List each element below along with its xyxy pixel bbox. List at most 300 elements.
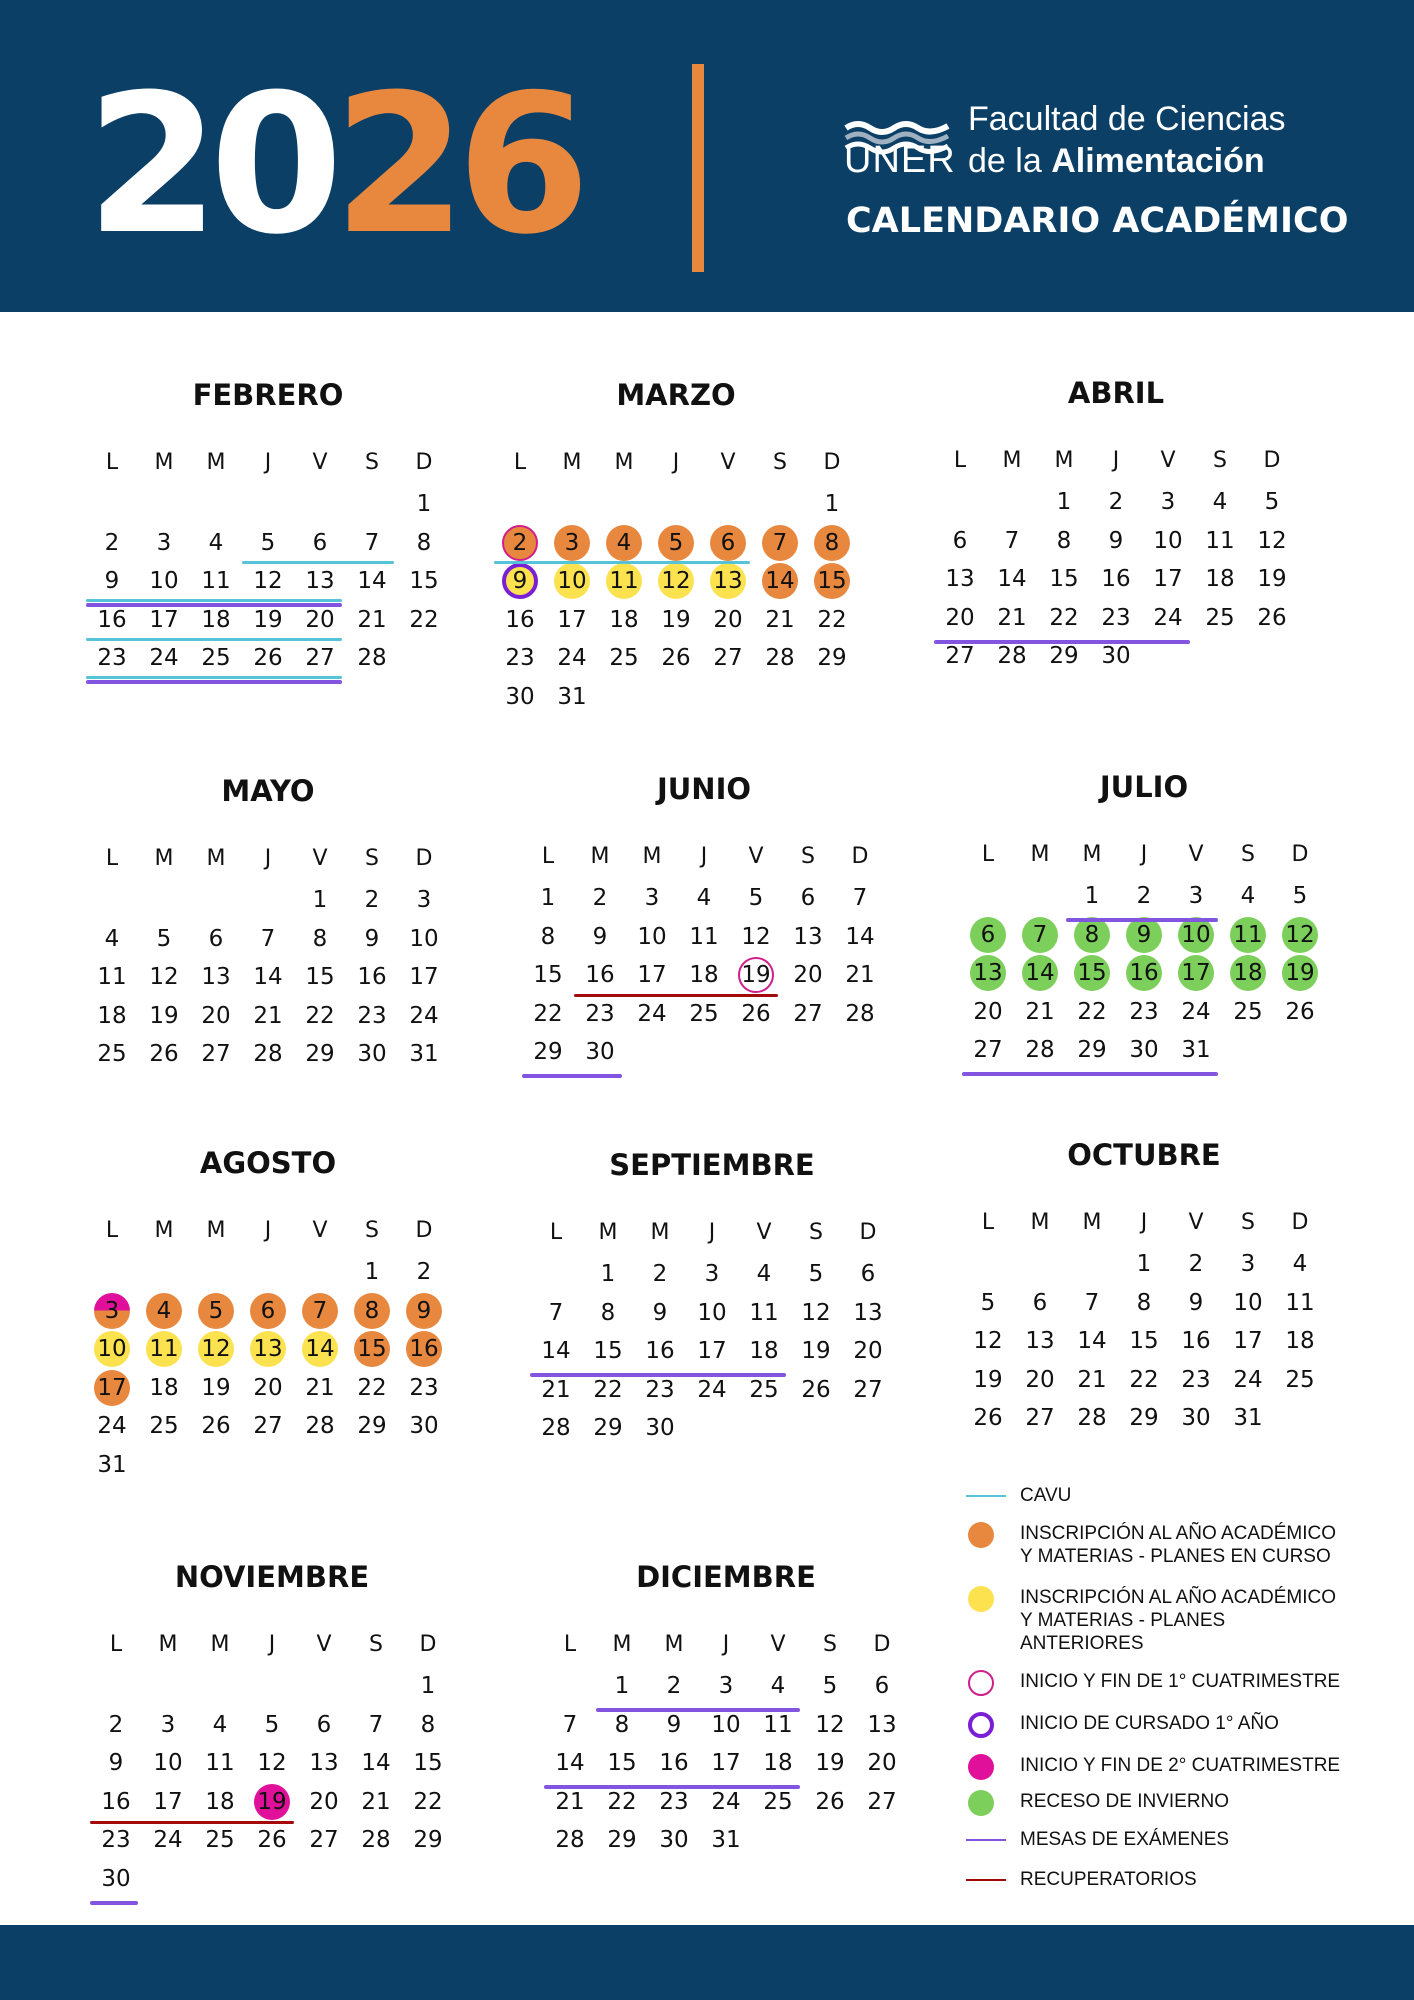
- day-cell: 28: [541, 1415, 571, 1442]
- weekday-header: M: [598, 1220, 618, 1245]
- day-cell: 4: [770, 1673, 786, 1699]
- day-cell: 22: [1077, 998, 1107, 1025]
- weekday-header: S: [365, 1218, 379, 1243]
- day-cell: 5: [658, 525, 694, 561]
- day-cell: 24: [1233, 1366, 1263, 1393]
- legend-label: INICIO Y FIN DE 2° CUATRIMESTRE: [1020, 1755, 1341, 1776]
- weekday-header: V: [756, 1220, 772, 1245]
- day-cell: 24: [1153, 604, 1183, 631]
- weekday-header: J: [268, 1632, 276, 1657]
- weekday-header: J: [264, 846, 272, 871]
- day-cell: 9: [592, 923, 608, 950]
- cavu-underline: [494, 561, 750, 564]
- day-cell: 10: [1178, 917, 1214, 953]
- day-cell: 20: [853, 1338, 883, 1365]
- day-cell: 19: [973, 1366, 1003, 1393]
- day-cell: 12: [1282, 917, 1318, 953]
- day-cell: 29: [1049, 643, 1079, 670]
- weekday-header: V: [1188, 842, 1204, 867]
- day-cell: 16: [97, 606, 127, 633]
- day-cell: 18: [763, 1750, 793, 1777]
- weekday-header: D: [823, 450, 841, 475]
- day-cell: 23: [101, 1827, 131, 1854]
- day-cell: 27: [945, 643, 975, 670]
- day-cell: 6: [316, 1711, 332, 1738]
- day-cell: 12: [257, 1750, 287, 1777]
- day-cell: 4: [696, 885, 712, 911]
- weekday-header: S: [365, 450, 379, 475]
- day-cell: 6: [1032, 1289, 1048, 1316]
- day-cell: 2: [666, 1673, 682, 1699]
- month-title: ABRIL: [1067, 376, 1165, 410]
- day-cell: 31: [409, 1041, 439, 1068]
- weekday-header: J: [708, 1220, 716, 1245]
- day-cell: 18: [97, 1002, 127, 1029]
- year-part-orange: 26: [333, 54, 581, 277]
- day-cell: 8: [814, 525, 850, 561]
- day-cell: 25: [97, 1041, 127, 1068]
- day-cell: 24: [557, 645, 587, 672]
- day-cell: 28: [253, 1041, 283, 1068]
- day-cell: 27: [305, 645, 335, 672]
- mesas-underline: [86, 680, 342, 684]
- weekday-header: M: [612, 1632, 632, 1657]
- day-cell: 26: [741, 1000, 771, 1027]
- day-cell: 26: [815, 1788, 845, 1815]
- month-title: SEPTIEMBRE: [609, 1148, 815, 1182]
- day-cell: 9: [364, 925, 380, 952]
- legend-label: RECUPERATORIOS: [1020, 1869, 1197, 1890]
- month-title: DICIEMBRE: [636, 1560, 816, 1594]
- day-cell: 18: [1285, 1328, 1315, 1355]
- day-cell: 30: [101, 1866, 131, 1892]
- day-cell: 12: [658, 563, 694, 599]
- day-cell: 7: [852, 885, 868, 911]
- day-cell: 7: [364, 529, 380, 556]
- day-cell: 31: [1233, 1405, 1263, 1432]
- day-cell: 9: [104, 568, 120, 595]
- day-cell: 22: [1049, 604, 1079, 631]
- legend-label: RECESO DE INVIERNO: [1020, 1791, 1230, 1812]
- day-cell: 30: [409, 1413, 439, 1440]
- day-cell: 4: [756, 1261, 772, 1287]
- day-cell: 20: [713, 606, 743, 633]
- weekday-header: J: [700, 844, 708, 869]
- day-cell: 10: [1153, 527, 1183, 554]
- faculty-name-line2: [968, 142, 1265, 180]
- day-cell: 13: [945, 566, 975, 593]
- weekday-header: M: [206, 450, 226, 475]
- mesas-underline: [962, 1072, 1218, 1076]
- day-cell: 16: [101, 1788, 131, 1815]
- day-cell: 22: [305, 1002, 335, 1029]
- day-cell: 30: [1129, 1037, 1159, 1064]
- day-cell: 11: [749, 1299, 779, 1326]
- weekday-header: M: [614, 450, 634, 475]
- day-cell: 30: [357, 1041, 387, 1068]
- day-cell: 23: [645, 1376, 675, 1403]
- day-cell: 4: [1240, 883, 1256, 909]
- day-cell: 13: [793, 923, 823, 950]
- day-cell: 26: [201, 1413, 231, 1440]
- weekday-header: J: [264, 1218, 272, 1243]
- month-junio: [522, 772, 886, 1072]
- legend-label: INICIO Y FIN DE 1° CUATRIMESTRE: [1020, 1671, 1341, 1692]
- day-cell: 14: [845, 923, 875, 950]
- weekday-header: D: [415, 450, 433, 475]
- day-cell: 25: [1285, 1366, 1315, 1393]
- day-cell: 2: [502, 525, 538, 561]
- weekday-header: V: [748, 844, 764, 869]
- faculty-name-line2-b: Alimentación: [1051, 142, 1265, 180]
- day-cell: 17: [1153, 566, 1183, 593]
- recuperatorios-underline: [574, 994, 778, 997]
- day-cell: 7: [562, 1711, 578, 1738]
- day-cell: 18: [609, 606, 639, 633]
- day-cell: 15: [1049, 566, 1079, 593]
- day-cell: 3: [156, 529, 172, 556]
- day-cell: 3: [94, 1293, 130, 1329]
- weekday-header: J: [672, 450, 680, 475]
- day-cell: 24: [153, 1827, 183, 1854]
- day-cell: 14: [1077, 1328, 1107, 1355]
- day-cell: 19: [149, 1002, 179, 1029]
- weekday-header: S: [801, 844, 815, 869]
- day-cell: 8: [600, 1299, 616, 1326]
- weekday-header: M: [1054, 448, 1074, 473]
- day-cell: 31: [1181, 1037, 1211, 1064]
- day-cell: 20: [973, 998, 1003, 1025]
- day-cell: 14: [541, 1338, 571, 1365]
- weekday-header: M: [154, 450, 174, 475]
- header-banner: [0, 0, 1414, 312]
- day-cell: 21: [357, 606, 387, 633]
- day-cell: 23: [505, 645, 535, 672]
- day-cell: 13: [250, 1331, 286, 1367]
- mesas-underline: [544, 1785, 800, 1789]
- day-cell: 13: [1025, 1328, 1055, 1355]
- day-cell: 15: [413, 1750, 443, 1777]
- day-cell: 10: [711, 1711, 741, 1738]
- day-cell: 21: [1077, 1366, 1107, 1393]
- day-cell: 16: [1126, 955, 1162, 991]
- weekday-header: S: [823, 1632, 837, 1657]
- day-cell: 26: [257, 1827, 287, 1854]
- day-cell: 10: [149, 568, 179, 595]
- day-cell: 19: [201, 1374, 231, 1401]
- day-cell: 20: [1025, 1366, 1055, 1393]
- day-cell: 31: [97, 1452, 127, 1478]
- day-cell: 14: [361, 1750, 391, 1777]
- weekday-header: M: [210, 1632, 230, 1657]
- day-cell: 28: [1025, 1037, 1055, 1064]
- day-cell: 27: [793, 1000, 823, 1027]
- day-cell: 17: [409, 964, 439, 991]
- month-julio: [962, 770, 1326, 1070]
- day-cell: 4: [208, 529, 224, 556]
- day-cell: 7: [368, 1711, 384, 1738]
- weekday-header: D: [851, 844, 869, 869]
- weekday-header: M: [154, 1218, 174, 1243]
- day-cell: 22: [533, 1000, 563, 1027]
- weekday-header: V: [720, 450, 736, 475]
- day-cell: 1: [1136, 1251, 1152, 1277]
- day-cell: 5: [156, 925, 172, 952]
- day-cell: 6: [250, 1293, 286, 1329]
- day-cell: 8: [312, 925, 328, 952]
- day-cell: 30: [659, 1827, 689, 1854]
- day-cell: 4: [1212, 489, 1228, 515]
- month-title: AGOSTO: [199, 1146, 337, 1180]
- day-cell: 28: [361, 1827, 391, 1854]
- mesas-underline: [86, 603, 342, 607]
- day-cell: 27: [867, 1788, 897, 1815]
- mesas-underline: [530, 1373, 786, 1377]
- weekday-header: J: [1112, 448, 1120, 473]
- day-cell: 13: [970, 955, 1006, 991]
- day-cell: 24: [97, 1413, 127, 1440]
- day-cell: 6: [208, 925, 224, 952]
- day-cell: 3: [644, 885, 660, 911]
- day-cell: 16: [505, 606, 535, 633]
- day-cell: 23: [1181, 1366, 1211, 1393]
- day-cell: 21: [253, 1002, 283, 1029]
- day-cell: 28: [765, 645, 795, 672]
- month-octubre: [962, 1138, 1326, 1438]
- day-cell: 15: [1129, 1328, 1159, 1355]
- month-septiembre: [530, 1148, 894, 1448]
- day-cell: 11: [606, 563, 642, 599]
- day-cell: 9: [406, 1293, 442, 1329]
- day-cell: 14: [555, 1750, 585, 1777]
- cavu-underline: [86, 676, 342, 679]
- day-cell: 29: [413, 1827, 443, 1854]
- day-cell: 29: [1077, 1037, 1107, 1064]
- weekday-header: S: [773, 450, 787, 475]
- day-cell: 24: [697, 1376, 727, 1403]
- day-cell: 29: [607, 1827, 637, 1854]
- weekday-header: D: [859, 1220, 877, 1245]
- day-cell: 12: [253, 568, 283, 595]
- day-cell: 12: [1257, 527, 1287, 554]
- day-cell: 6: [970, 917, 1006, 953]
- day-cell: 9: [1126, 917, 1162, 953]
- day-cell: 18: [1230, 955, 1266, 991]
- day-cell: 25: [689, 1000, 719, 1027]
- month-diciembre: [544, 1560, 908, 1860]
- day-cell: 22: [413, 1788, 443, 1815]
- weekday-header: L: [541, 844, 555, 869]
- day-cell: 2: [1188, 1251, 1204, 1277]
- day-cell: 16: [585, 962, 615, 989]
- day-cell: 27: [309, 1827, 339, 1854]
- day-cell: 15: [409, 568, 439, 595]
- day-cell: 20: [867, 1750, 897, 1777]
- day-cell: 30: [645, 1415, 675, 1442]
- day-cell: 26: [661, 645, 691, 672]
- ring-pink-icon: [968, 1670, 994, 1696]
- day-cell: 5: [748, 885, 764, 911]
- day-cell: 24: [149, 645, 179, 672]
- day-cell: 1: [824, 491, 840, 517]
- day-cell: 16: [357, 964, 387, 991]
- day-cell: 1: [364, 1259, 380, 1285]
- day-cell: 14: [762, 563, 798, 599]
- day-cell: 14: [302, 1331, 338, 1367]
- dot-orange-icon: [968, 1522, 994, 1548]
- weekday-header: D: [415, 1218, 433, 1243]
- day-cell: 6: [710, 525, 746, 561]
- day-cell: 16: [1181, 1328, 1211, 1355]
- day-cell: 1: [1084, 883, 1100, 909]
- year-title: [86, 54, 581, 277]
- day-cell: 11: [1285, 1289, 1315, 1316]
- day-cell: 3: [1160, 489, 1176, 515]
- weekday-header: S: [1241, 842, 1255, 867]
- weekday-header: L: [981, 842, 995, 867]
- day-cell: 20: [305, 606, 335, 633]
- weekday-header: D: [1291, 1210, 1309, 1235]
- day-cell: 8: [354, 1293, 390, 1329]
- weekday-header: D: [1291, 842, 1309, 867]
- weekday-header: L: [953, 448, 967, 473]
- day-cell: 16: [1101, 566, 1131, 593]
- day-cell: 1: [540, 885, 556, 911]
- day-cell: 22: [1129, 1366, 1159, 1393]
- weekday-header: M: [664, 1632, 684, 1657]
- day-cell: 17: [1178, 955, 1214, 991]
- day-cell: 3: [160, 1711, 176, 1738]
- weekday-header: M: [1002, 448, 1022, 473]
- day-cell: 2: [364, 887, 380, 913]
- day-cell: 11: [201, 568, 231, 595]
- weekday-header: D: [1263, 448, 1281, 473]
- day-cell: 29: [593, 1415, 623, 1442]
- day-cell: 11: [205, 1750, 235, 1777]
- day-cell: 20: [309, 1788, 339, 1815]
- day-cell: 30: [585, 1039, 615, 1066]
- weekday-header: L: [981, 1210, 995, 1235]
- day-cell: 28: [997, 643, 1027, 670]
- day-cell: 19: [254, 1784, 290, 1820]
- day-cell: 10: [554, 563, 590, 599]
- day-cell: 1: [416, 491, 432, 517]
- day-cell: 3: [1188, 883, 1204, 909]
- day-cell: 23: [409, 1374, 439, 1401]
- day-cell: 28: [305, 1413, 335, 1440]
- day-cell: 15: [1074, 955, 1110, 991]
- month-title: JUNIO: [656, 772, 752, 806]
- legend-label: INSCRIPCIÓN AL AÑO ACADÉMICO Y MATERIAS - PLANES ANTERIORES: [1020, 1587, 1337, 1654]
- footer-banner: [0, 1925, 1414, 2000]
- day-cell: 15: [305, 964, 335, 991]
- day-cell: 17: [153, 1788, 183, 1815]
- weekday-header: V: [312, 846, 328, 871]
- day-cell: 15: [354, 1331, 390, 1367]
- weekday-header: V: [1160, 448, 1176, 473]
- mesas-underline: [522, 1074, 622, 1078]
- day-cell: 19: [1282, 955, 1318, 991]
- day-cell: 16: [659, 1750, 689, 1777]
- day-cell: 4: [104, 925, 120, 952]
- day-cell: 20: [945, 604, 975, 631]
- day-cell: 5: [808, 1261, 824, 1287]
- day-cell: 18: [1205, 566, 1235, 593]
- month-agosto: [86, 1146, 450, 1478]
- day-cell: 9: [108, 1750, 124, 1777]
- month-marzo: [494, 378, 858, 710]
- day-cell: 1: [600, 1261, 616, 1287]
- day-cell: 30: [505, 684, 535, 710]
- day-cell: 7: [548, 1299, 564, 1326]
- day-cell: 28: [1077, 1405, 1107, 1432]
- day-cell: 18: [201, 606, 231, 633]
- weekday-header: D: [415, 846, 433, 871]
- day-cell: 5: [1292, 883, 1308, 909]
- day-cell: 13: [853, 1299, 883, 1326]
- day-cell: 28: [555, 1827, 585, 1854]
- month-febrero: [86, 378, 450, 678]
- day-cell: 16: [406, 1331, 442, 1367]
- day-cell: 25: [1205, 604, 1235, 631]
- weekday-header: J: [722, 1632, 730, 1657]
- day-cell: 5: [980, 1289, 996, 1316]
- line-recu-icon: [966, 1879, 1006, 1881]
- weekday-header: L: [513, 450, 527, 475]
- day-cell: 26: [149, 1041, 179, 1068]
- day-cell: 8: [1136, 1289, 1152, 1316]
- day-cell: 21: [997, 604, 1027, 631]
- day-cell: 13: [710, 563, 746, 599]
- day-cell: 6: [860, 1261, 876, 1287]
- day-cell: 18: [205, 1788, 235, 1815]
- day-cell: 28: [357, 645, 387, 672]
- weekday-header: S: [365, 846, 379, 871]
- weekday-header: M: [206, 1218, 226, 1243]
- weekday-header: M: [1082, 842, 1102, 867]
- weekday-header: M: [158, 1632, 178, 1657]
- day-cell: 17: [1233, 1328, 1263, 1355]
- header-divider: [692, 64, 704, 272]
- ring-purple-icon: [968, 1712, 994, 1738]
- day-cell: 26: [253, 645, 283, 672]
- day-cell: 19: [661, 606, 691, 633]
- weekday-header: L: [105, 846, 119, 871]
- day-cell: 2: [1136, 883, 1152, 909]
- day-cell: 20: [201, 1002, 231, 1029]
- cavu-underline: [86, 599, 342, 602]
- day-cell: 23: [659, 1788, 689, 1815]
- mesas-underline: [934, 640, 1190, 644]
- day-cell: 25: [205, 1827, 235, 1854]
- cavu-underline: [242, 561, 394, 564]
- day-cell: 29: [533, 1039, 563, 1066]
- day-cell: 2: [652, 1261, 668, 1287]
- day-cell: 13: [867, 1711, 897, 1738]
- day-cell: 25: [201, 645, 231, 672]
- day-cell: 5: [198, 1293, 234, 1329]
- day-cell: 7: [302, 1293, 338, 1329]
- day-cell: 17: [637, 962, 667, 989]
- line-mesas-icon: [966, 1839, 1006, 1841]
- day-cell: 3: [554, 525, 590, 561]
- day-cell: 15: [607, 1750, 637, 1777]
- weekday-header: D: [419, 1632, 437, 1657]
- year-part-white: 20: [86, 54, 334, 277]
- day-cell: 20: [793, 962, 823, 989]
- day-cell: 1: [1056, 489, 1072, 515]
- day-cell: 11: [689, 923, 719, 950]
